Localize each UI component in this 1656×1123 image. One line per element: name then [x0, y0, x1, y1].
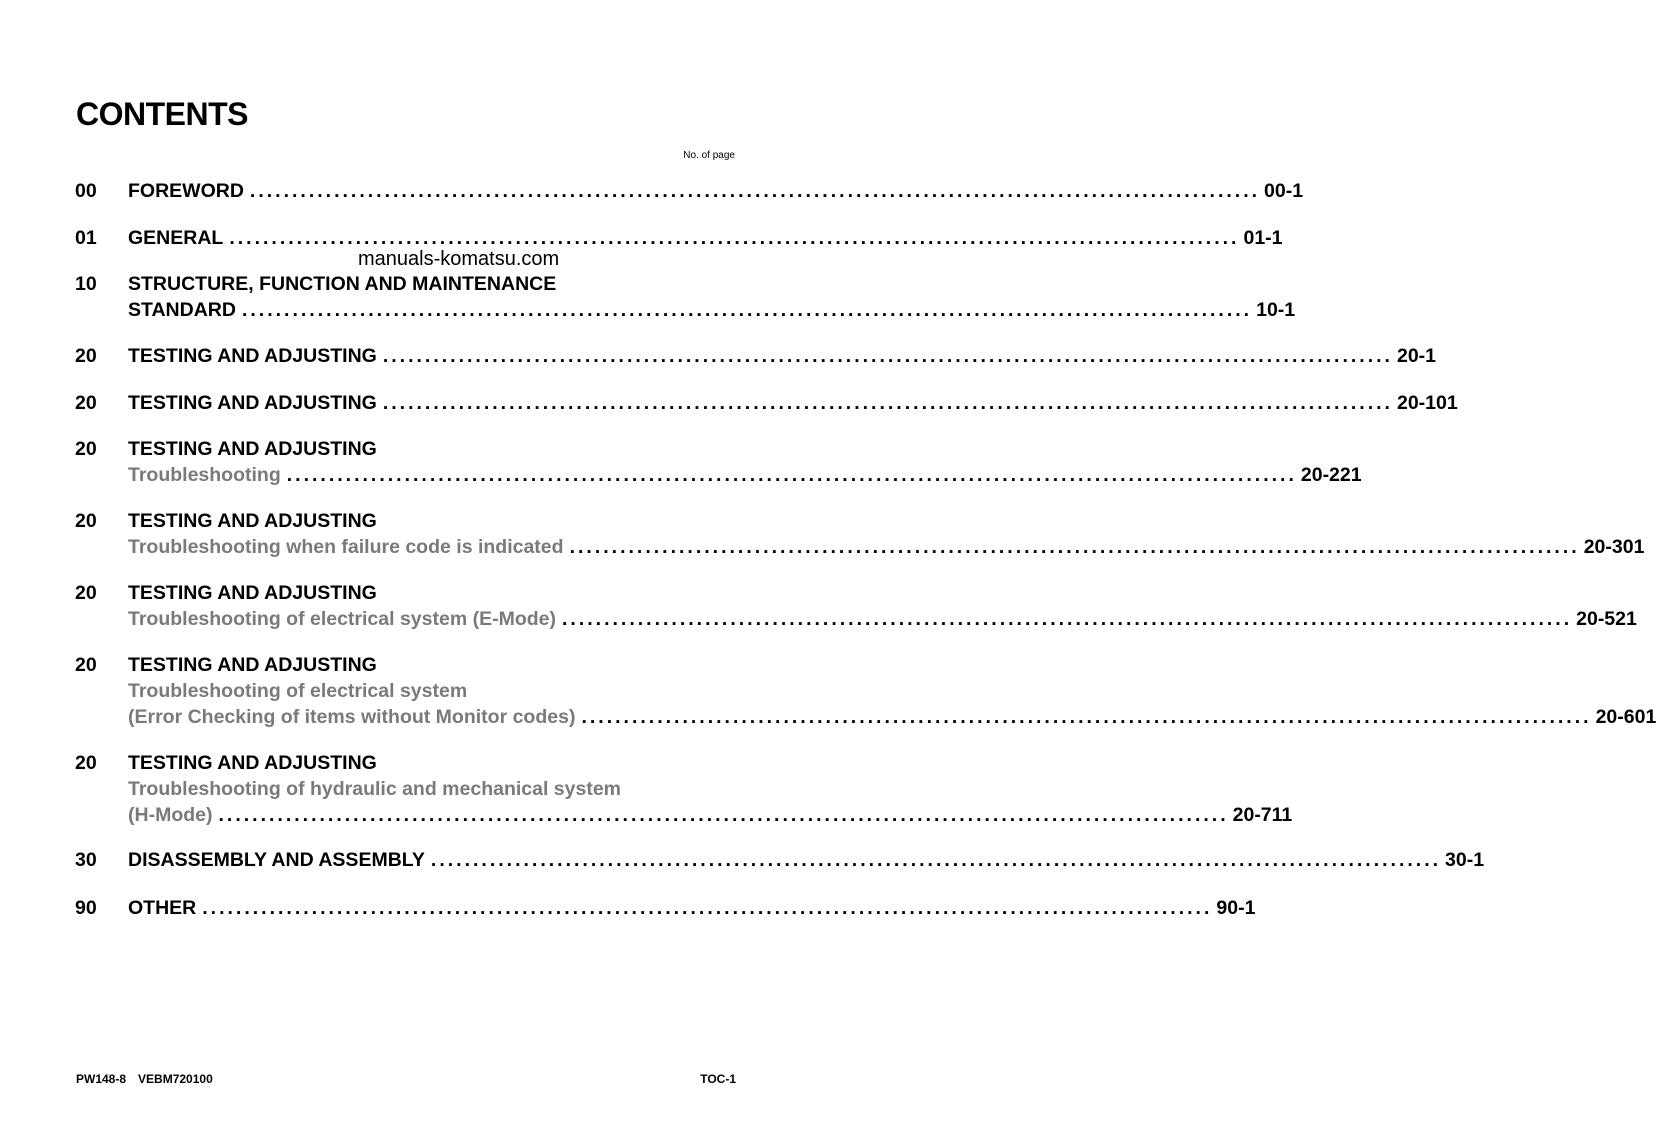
page-number: 20-521 [1576, 608, 1637, 630]
page-number: 10-1 [1256, 299, 1296, 321]
entry-lines [128, 436, 1362, 488]
entry-lines [128, 895, 1256, 921]
section-number: 30 [75, 849, 97, 871]
entry-subtitle-line [128, 678, 733, 704]
dot-leader: ........................................................................................................................ [430, 849, 1442, 871]
footer-document-info [76, 1072, 213, 1086]
entry-title-line [128, 508, 733, 534]
dot-leader: ........................................................................................................................ [382, 392, 1393, 414]
footer-page-id: TOC-1 [700, 1072, 736, 1086]
footer-model: PW148-8 [76, 1072, 127, 1086]
dot-leader: ........................................................................................................................ [569, 536, 1580, 558]
entry-lines [128, 580, 1637, 632]
entry-title: TESTING AND ADJUSTING [128, 654, 377, 676]
dot-leader: ........................................................................................................................ [561, 608, 1573, 630]
section-number: 20 [75, 582, 97, 604]
entry-subtitle-line [128, 462, 1362, 488]
entry-subtitle-line [128, 534, 1645, 560]
entry-subtitle-line [128, 776, 733, 802]
entry-title-line [128, 343, 1436, 369]
page-number: 30-1 [1445, 849, 1485, 871]
page-number: 20-711 [1232, 804, 1293, 826]
dot-leader: ........................................................................................................................ [229, 227, 1240, 249]
entry-subtitle: Troubleshooting of electrical system [128, 680, 468, 702]
entry-lines [128, 508, 1645, 560]
dot-leader: ........................................................................................................................ [202, 897, 1213, 919]
page-number: 20-301 [1583, 536, 1645, 558]
page-number: 20-601 [1595, 706, 1656, 728]
entry-title: STANDARD [128, 299, 236, 321]
entry-subtitle-line [128, 606, 1637, 632]
section-number: 20 [75, 654, 97, 676]
entry-lines [128, 271, 1296, 323]
entry-lines [128, 750, 1293, 828]
entry-title-line [128, 271, 733, 297]
section-number: 00 [75, 180, 97, 202]
entry-subtitle: Troubleshooting of hydraulic and mechanical system [128, 778, 622, 800]
entry-title: TESTING AND ADJUSTING [128, 392, 377, 414]
entry-lines [128, 847, 1485, 873]
section-number: 01 [75, 227, 97, 249]
section-number: 20 [75, 345, 97, 367]
entry-title: OTHER [128, 897, 197, 919]
page-number: 90-1 [1216, 897, 1256, 919]
entry-title-line [128, 652, 733, 678]
entry-title-line [128, 750, 733, 776]
entry-title-line [128, 390, 1458, 416]
entry-lines [128, 343, 1436, 369]
entry-lines [128, 178, 1304, 204]
footer-doc-code: VEBM720100 [138, 1072, 213, 1086]
section-number: 20 [75, 510, 97, 532]
entry-title: STRUCTURE, FUNCTION AND MAINTENANCE [128, 273, 557, 295]
watermark: manuals-komatsu.com [358, 248, 560, 270]
dot-leader: ........................................................................................................................ [581, 706, 1592, 728]
entry-subtitle: Troubleshooting [128, 464, 281, 486]
page-number: 20-1 [1396, 345, 1436, 367]
entry-title-line [128, 580, 733, 606]
entry-title: TESTING AND ADJUSTING [128, 345, 377, 367]
section-number: 10 [75, 273, 97, 295]
entry-title-line [128, 178, 1304, 204]
entry-title: DISASSEMBLY AND ASSEMBLY [128, 849, 425, 871]
entry-title: TESTING AND ADJUSTING [128, 438, 377, 460]
entry-lines [128, 390, 1458, 416]
page-number: 00-1 [1264, 180, 1304, 202]
entry-lines [128, 652, 1656, 730]
section-number: 20 [75, 438, 97, 460]
dot-leader: ........................................................................................................................ [218, 804, 1229, 826]
entry-subtitle: Troubleshooting of electrical system (E-Mode) [128, 608, 556, 630]
entry-title: FOREWORD [128, 180, 244, 202]
entry-title: TESTING AND ADJUSTING [128, 752, 377, 774]
dot-leader: ........................................................................................................................ [286, 464, 1297, 486]
entry-subtitle-line [128, 802, 1293, 828]
entry-title: TESTING AND ADJUSTING [128, 582, 377, 604]
entry-title-line [128, 895, 1256, 921]
section-number: 90 [75, 897, 97, 919]
page-column-label: No. of page [683, 150, 735, 161]
entry-subtitle-line [128, 704, 1656, 730]
entry-title: TESTING AND ADJUSTING [128, 510, 377, 532]
page-number: 20-221 [1300, 464, 1362, 486]
entry-subtitle: (H-Mode) [128, 804, 213, 826]
page-number: 01-1 [1243, 227, 1283, 249]
entry-title-line [128, 297, 1296, 323]
dot-leader: ........................................................................................................................ [382, 345, 1393, 367]
dot-leader: ........................................................................................................................ [249, 180, 1261, 202]
entry-title-line [128, 436, 733, 462]
section-number: 20 [75, 392, 97, 414]
section-number: 20 [75, 752, 97, 774]
entry-title-line [128, 847, 1485, 873]
entry-title: GENERAL [128, 227, 224, 249]
page-title: CONTENTS [76, 96, 248, 132]
entry-subtitle: (Error Checking of items without Monitor codes) [128, 706, 576, 728]
page-number: 20-101 [1396, 392, 1458, 414]
dot-leader: ........................................................................................................................ [241, 299, 1253, 321]
entry-subtitle: Troubleshooting when failure code is indicated [128, 536, 564, 558]
